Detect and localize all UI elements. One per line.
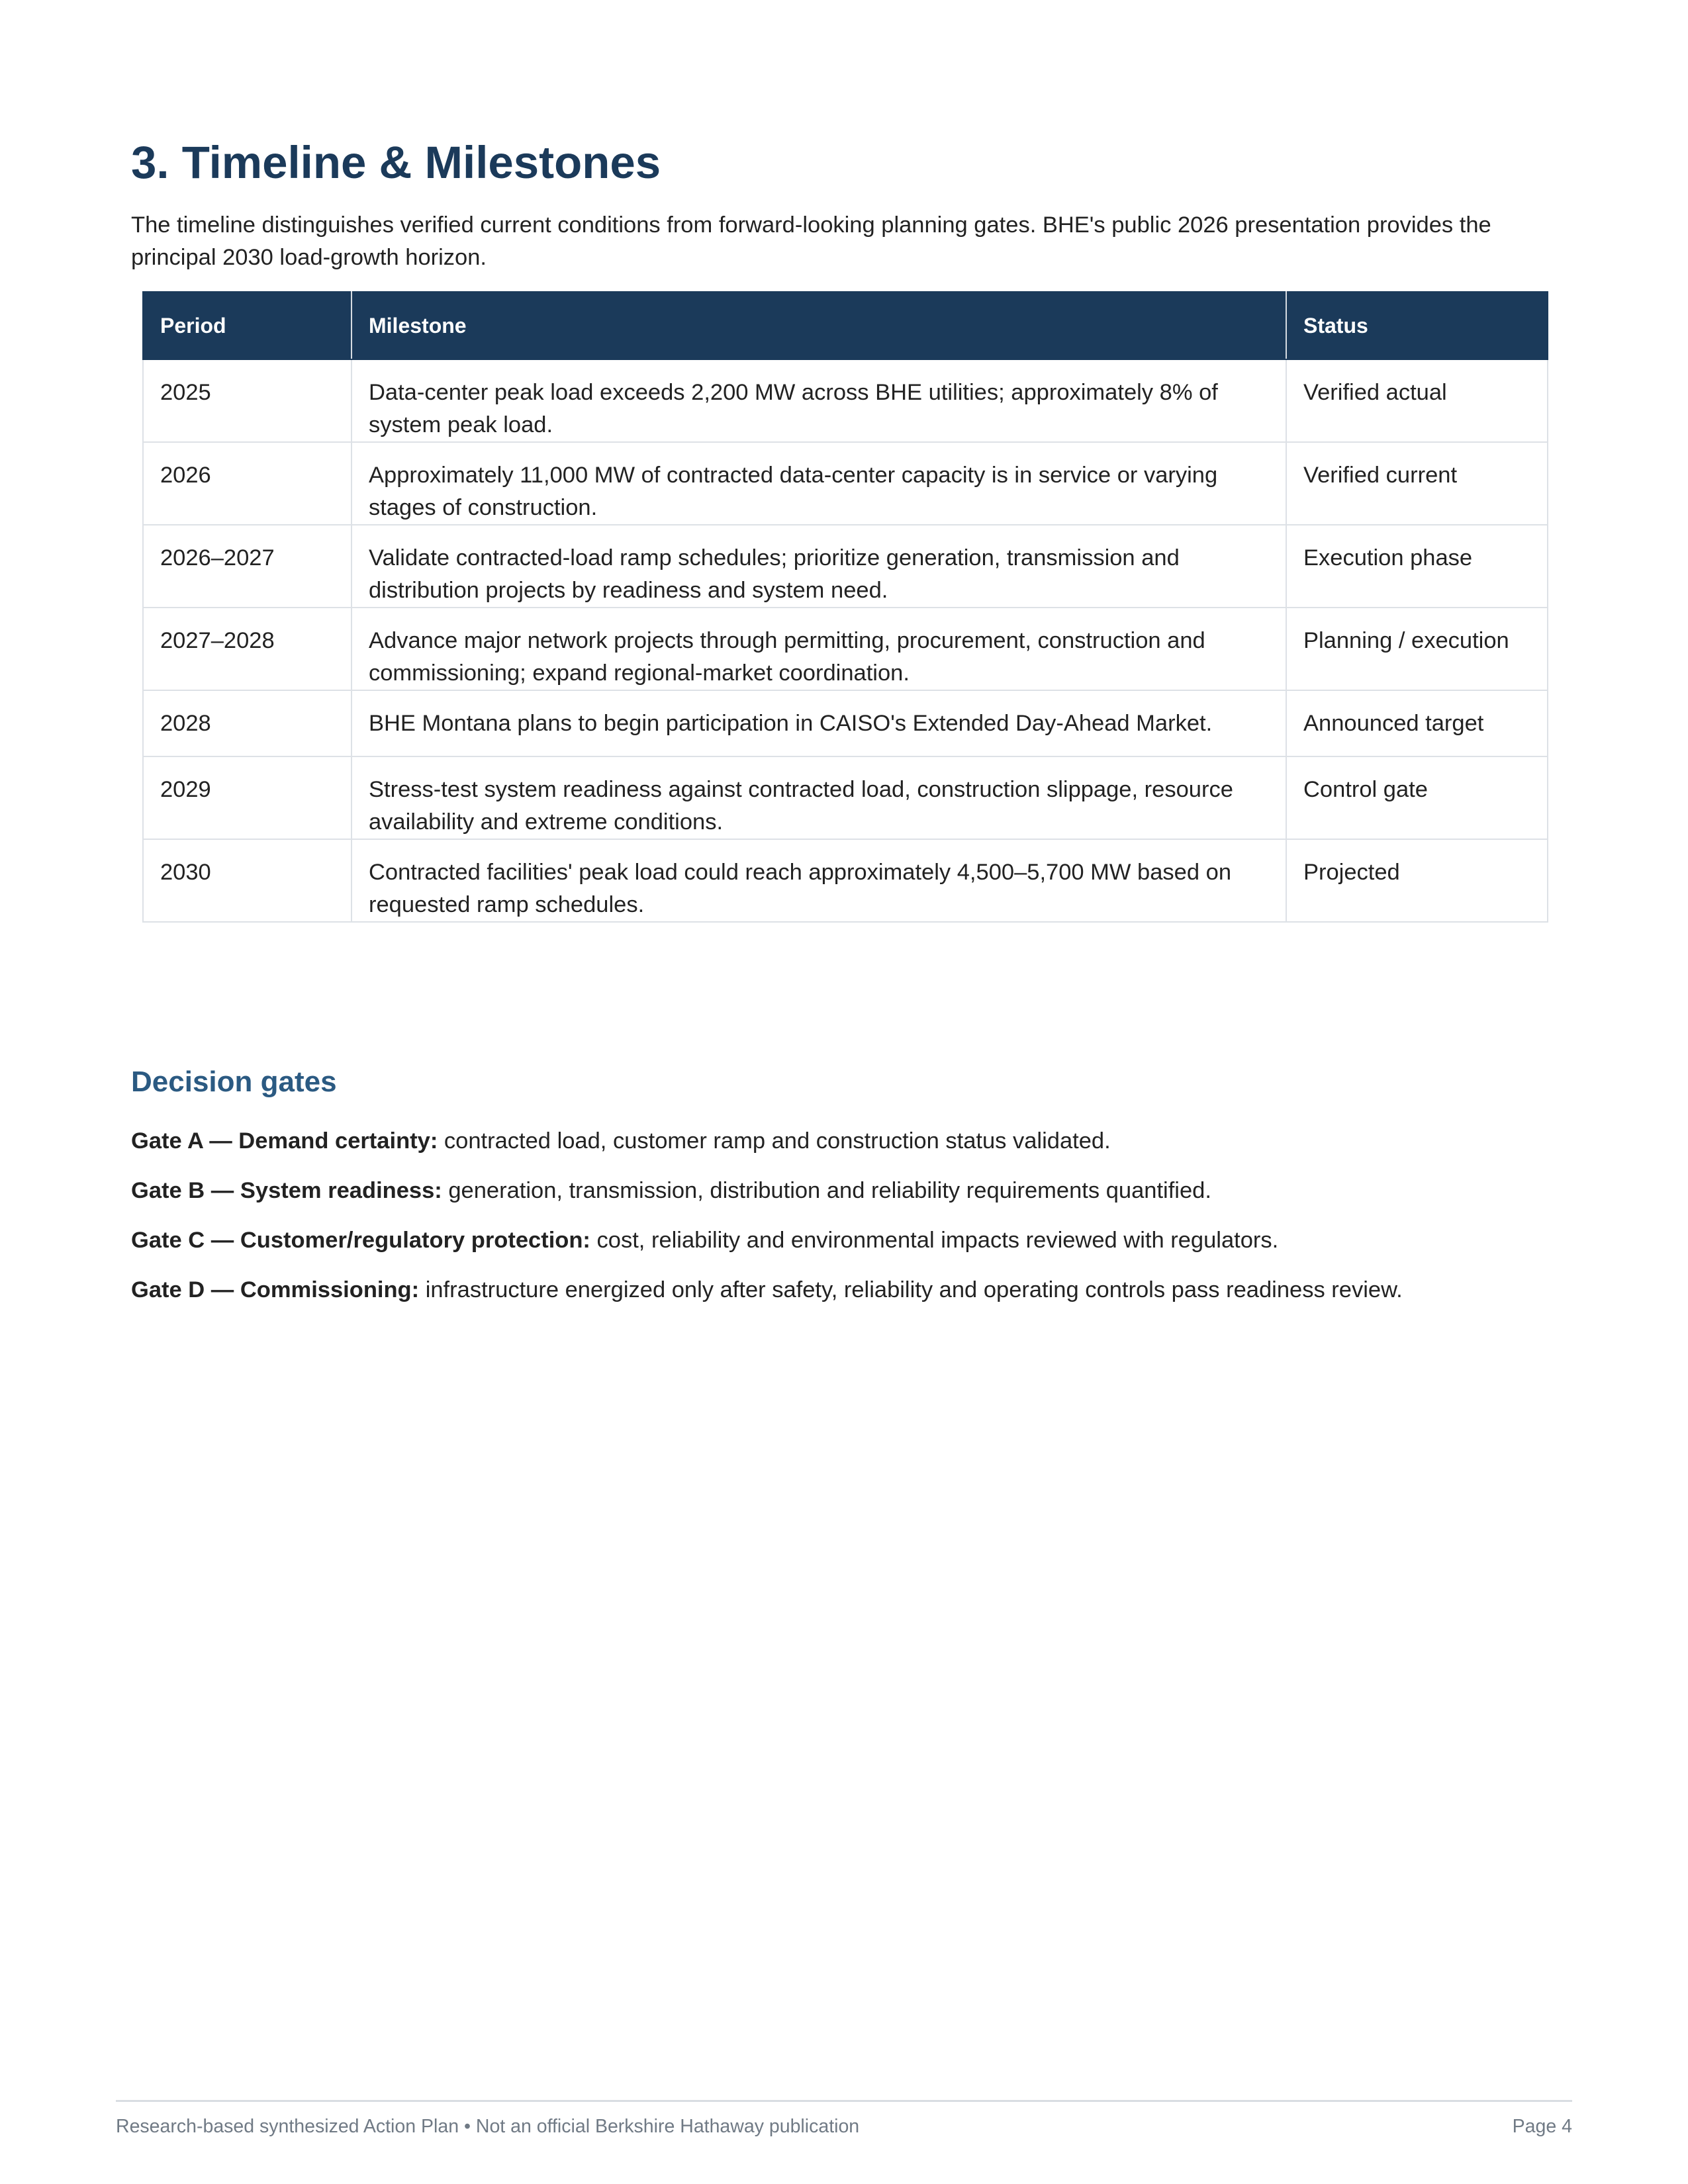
decision-gates-heading: Decision gates xyxy=(131,1066,337,1098)
milestone-cell: Approximately 11,000 MW of contracted data-center capacity is in service or varying stages of construction. xyxy=(352,442,1286,525)
milestone-cell: Stress-test system readiness against contracted load, construction slippage, resource availability and extreme conditions. xyxy=(352,756,1286,839)
milestone-cell: Advance major network projects through permitting, procurement, construction and commissioning; expand regional-market coordination. xyxy=(352,608,1286,690)
table-row xyxy=(143,608,1548,690)
page-number: Page 4 xyxy=(1512,2116,1572,2137)
table-row xyxy=(143,525,1548,608)
table-row xyxy=(143,442,1548,525)
period-cell: 2030 xyxy=(143,839,352,922)
status-cell: Execution phase xyxy=(1286,525,1548,608)
gate-item-b xyxy=(131,1175,1561,1207)
table-row xyxy=(143,756,1548,839)
page-title: 3. Timeline & Milestones xyxy=(131,137,661,188)
status-cell: Verified current xyxy=(1286,442,1548,525)
gate-label: Gate B — System readiness: xyxy=(131,1178,442,1203)
gate-item-c xyxy=(131,1224,1561,1257)
gate-label: Gate C — Customer/regulatory protection: xyxy=(131,1228,590,1253)
milestone-cell: Data-center peak load exceeds 2,200 MW across BHE utilities; approximately 8% of system peak load. xyxy=(352,359,1286,442)
gate-text: infrastructure energized only after safety, reliability and operating controls pass readiness review. xyxy=(419,1277,1403,1302)
column-header-period: Period xyxy=(143,292,352,359)
milestone-cell: BHE Montana plans to begin participation in CAISO's Extended Day-Ahead Market. xyxy=(352,690,1286,756)
table-row xyxy=(143,690,1548,756)
milestone-cell: Validate contracted-load ramp schedules; prioritize generation, transmission and distribution projects by readiness and system need. xyxy=(352,525,1286,608)
decision-gates-list xyxy=(131,1125,1561,1324)
column-header-milestone: Milestone xyxy=(352,292,1286,359)
period-cell: 2026 xyxy=(143,442,352,525)
period-cell: 2025 xyxy=(143,359,352,442)
timeline-table xyxy=(142,291,1548,923)
status-cell: Projected xyxy=(1286,839,1548,922)
status-cell: Planning / execution xyxy=(1286,608,1548,690)
period-cell: 2026–2027 xyxy=(143,525,352,608)
gate-item-a xyxy=(131,1125,1561,1158)
period-cell: 2029 xyxy=(143,756,352,839)
status-cell: Verified actual xyxy=(1286,359,1548,442)
gate-text: contracted load, customer ramp and construction status validated. xyxy=(438,1128,1111,1154)
gate-text: generation, transmission, distribution and reliability requirements quantified. xyxy=(442,1178,1211,1203)
footer-disclaimer: Research-based synthesized Action Plan • Not an official Berkshire Hathaway publication xyxy=(116,2116,860,2137)
table-header-row xyxy=(143,292,1548,359)
period-cell: 2027–2028 xyxy=(143,608,352,690)
footer-divider xyxy=(116,2100,1572,2102)
gate-label: Gate D — Commissioning: xyxy=(131,1277,420,1302)
milestone-cell: Contracted facilities' peak load could reach approximately 4,500–5,700 MW based on requested ramp schedules. xyxy=(352,839,1286,922)
intro-paragraph: The timeline distinguishes verified current conditions from forward-looking planning gates. BHE's public 2026 presentation provides the principal 2030 load-growth horizon. xyxy=(131,212,1491,270)
column-header-status: Status xyxy=(1286,292,1548,359)
status-cell: Control gate xyxy=(1286,756,1548,839)
period-cell: 2028 xyxy=(143,690,352,756)
gate-item-d xyxy=(131,1274,1561,1306)
table-row xyxy=(143,359,1548,442)
gate-label: Gate A — Demand certainty: xyxy=(131,1128,438,1154)
status-cell: Announced target xyxy=(1286,690,1548,756)
gate-text: cost, reliability and environmental impacts reviewed with regulators. xyxy=(590,1228,1279,1253)
table-row xyxy=(143,839,1548,922)
